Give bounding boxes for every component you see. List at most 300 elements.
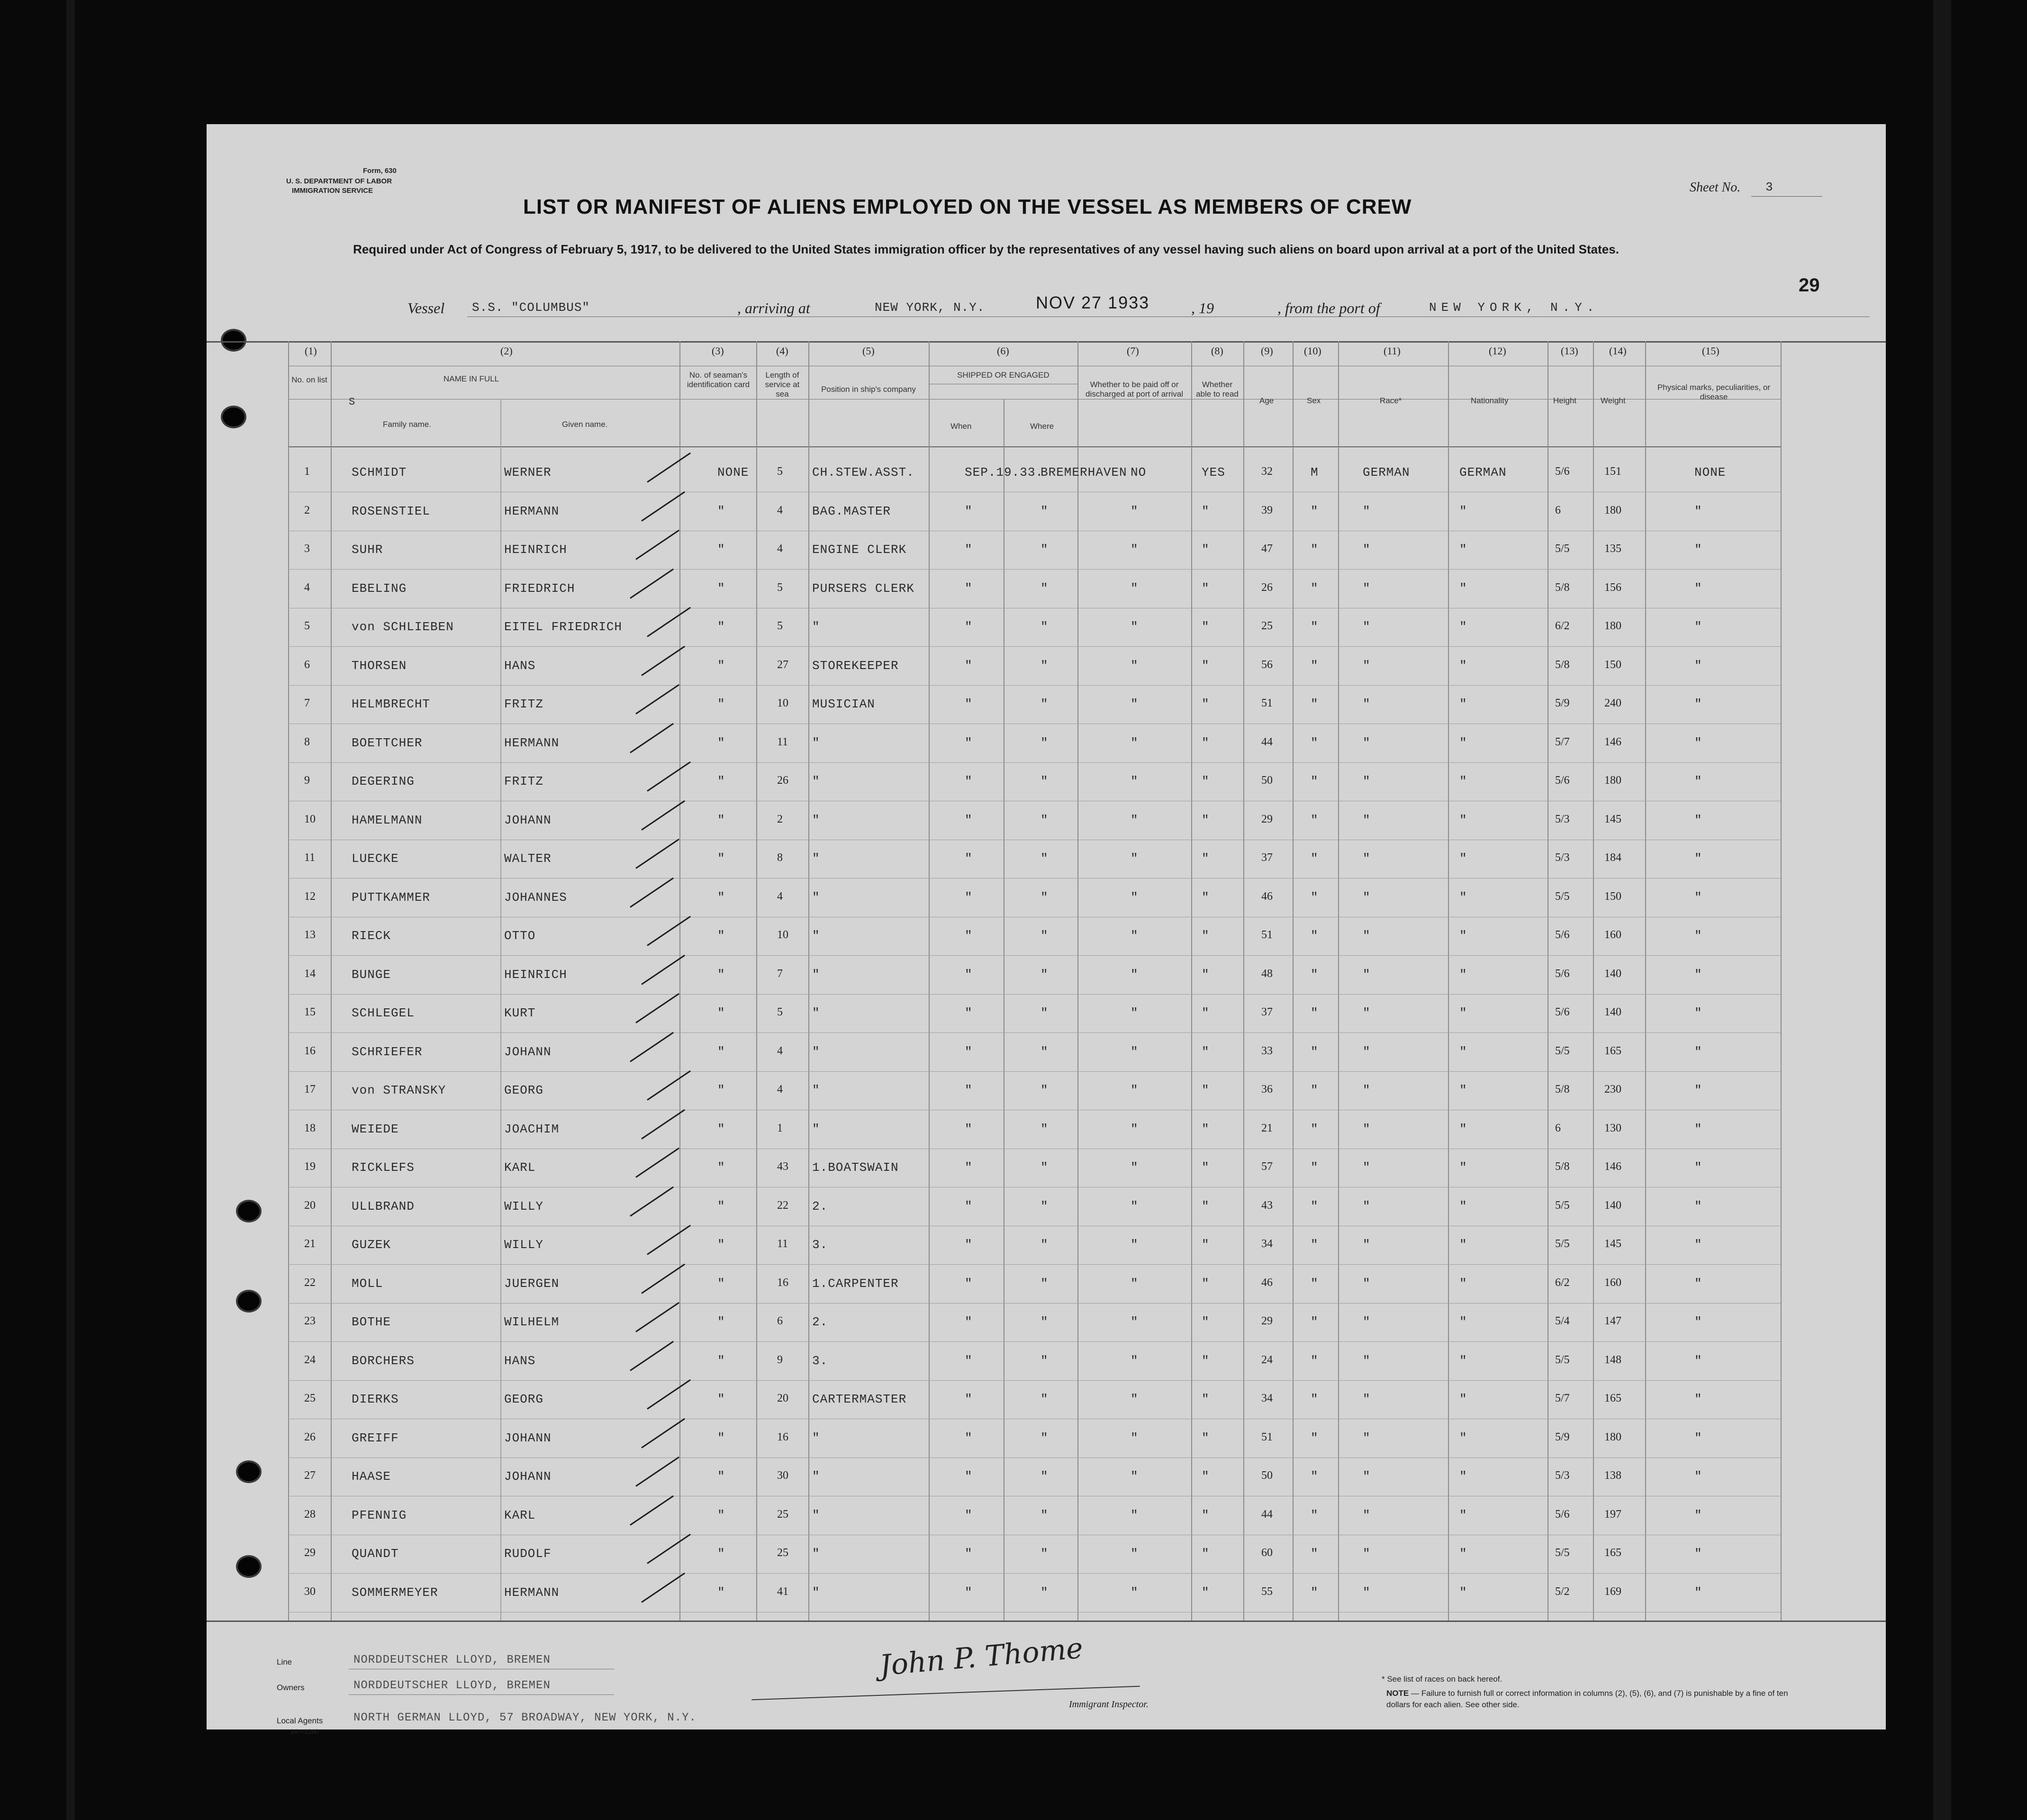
race: " — [1363, 813, 1371, 827]
race: " — [1363, 1392, 1371, 1406]
sex: " — [1311, 1315, 1319, 1329]
header-seaman-id: No. of seaman's identification card — [687, 371, 750, 389]
height: 5/5 — [1555, 890, 1570, 903]
service-length: 11 — [777, 735, 788, 748]
age: 44 — [1261, 735, 1273, 748]
seaman-card: " — [717, 581, 725, 596]
paid-off: " — [1131, 1238, 1139, 1252]
ship-position: 1.BOATSWAIN — [812, 1160, 899, 1175]
sex: " — [1311, 620, 1319, 634]
family-name: BOTHE — [352, 1315, 391, 1329]
family-name: RIECK — [352, 929, 391, 943]
weight: 140 — [1604, 1006, 1621, 1018]
sex: " — [1311, 1585, 1319, 1600]
height: 5/6 — [1555, 1006, 1570, 1018]
race: " — [1363, 1315, 1371, 1329]
age: 32 — [1261, 465, 1273, 478]
able-to-read: " — [1202, 1238, 1210, 1252]
paid-off: " — [1131, 1160, 1139, 1175]
engaged-where: " — [1041, 1392, 1049, 1406]
nationality: " — [1459, 581, 1467, 596]
inspector-signature: John P. Thome — [878, 1631, 1085, 1683]
able-to-read: " — [1202, 735, 1210, 750]
height: 5/3 — [1555, 813, 1570, 825]
service-length: 8 — [777, 851, 783, 864]
physical-marks: " — [1694, 1199, 1702, 1213]
nationality: " — [1459, 1469, 1467, 1484]
seaman-card: " — [717, 1122, 725, 1136]
paid-off: " — [1131, 890, 1139, 905]
check-mark-icon — [647, 761, 691, 792]
check-mark-icon — [635, 1457, 679, 1487]
sex: " — [1311, 967, 1319, 982]
height: 5/6 — [1555, 1508, 1570, 1521]
service-length: 4 — [777, 1044, 783, 1057]
row-number: 26 — [304, 1431, 316, 1443]
paid-off: " — [1131, 1199, 1139, 1213]
physical-marks: " — [1694, 1353, 1702, 1368]
age: 36 — [1261, 1083, 1273, 1096]
col-num: (2) — [500, 345, 513, 357]
sex: " — [1311, 1122, 1319, 1136]
check-mark-icon — [630, 1340, 674, 1371]
row-number: 20 — [304, 1199, 316, 1212]
col-num: (13) — [1561, 345, 1578, 357]
physical-marks: " — [1694, 1238, 1702, 1252]
age: 29 — [1261, 1315, 1273, 1327]
nationality: " — [1459, 1238, 1467, 1252]
nationality: " — [1459, 1547, 1467, 1561]
seaman-card: " — [717, 1469, 725, 1484]
col-num: (8) — [1211, 345, 1223, 357]
inspector-label: Immigrant Inspector. — [1069, 1699, 1149, 1710]
paid-off: " — [1131, 1392, 1139, 1406]
given-name: HANS — [504, 1353, 536, 1368]
engaged-when: " — [965, 581, 973, 596]
nationality: " — [1459, 774, 1467, 788]
paid-off: NO — [1131, 465, 1147, 480]
paid-off: " — [1131, 735, 1139, 750]
race: " — [1363, 890, 1371, 905]
family-name: WEIEDE — [352, 1122, 399, 1136]
seaman-card: " — [717, 1547, 725, 1561]
weight: 145 — [1604, 1238, 1621, 1250]
table-row — [207, 1227, 1886, 1266]
weight: 180 — [1604, 620, 1621, 632]
race: " — [1363, 1238, 1371, 1252]
page-number: 29 — [1799, 275, 1820, 296]
check-mark-icon — [647, 1379, 691, 1410]
able-to-read: " — [1202, 504, 1210, 518]
engaged-where: " — [1041, 658, 1049, 673]
race: " — [1363, 1122, 1371, 1136]
family-name: von STRANSKY — [352, 1083, 446, 1097]
engaged-where: " — [1041, 1006, 1049, 1020]
height: 5/8 — [1555, 658, 1570, 671]
seaman-card: " — [717, 1006, 725, 1020]
seaman-card: " — [717, 1083, 725, 1097]
row-number: 22 — [304, 1276, 316, 1289]
service-length: 30 — [777, 1469, 788, 1482]
weight: 145 — [1604, 813, 1621, 825]
engaged-where: " — [1041, 1315, 1049, 1329]
engaged-when: " — [965, 1083, 973, 1097]
family-name: LUECKE — [352, 851, 399, 866]
row-number: 28 — [304, 1508, 316, 1521]
family-name: SOMMERMEYER — [352, 1585, 438, 1600]
height: 5/8 — [1555, 1083, 1570, 1096]
service-length: 16 — [777, 1431, 788, 1443]
able-to-read: " — [1202, 543, 1210, 557]
family-name: PUTTKAMMER — [352, 890, 431, 905]
table-row — [207, 648, 1886, 687]
weight: 140 — [1604, 967, 1621, 980]
service-length: 5 — [777, 1006, 783, 1018]
family-name: DIERKS — [352, 1392, 399, 1406]
header-given-name: Given name. — [562, 420, 608, 429]
row-rule — [288, 646, 1781, 647]
able-to-read: " — [1202, 813, 1210, 827]
sex: " — [1311, 1431, 1319, 1445]
weight: 160 — [1604, 929, 1621, 941]
table-row — [207, 918, 1886, 957]
engaged-when: " — [965, 1353, 973, 1368]
header-weight: Weight — [1601, 396, 1626, 405]
col-num: (11) — [1384, 345, 1401, 357]
service-length: 9 — [777, 1353, 783, 1366]
race: " — [1363, 1585, 1371, 1600]
check-mark-icon — [630, 877, 674, 907]
manifest-sheet — [207, 124, 1886, 1735]
physical-marks: " — [1694, 504, 1702, 518]
given-name: FRITZ — [504, 774, 544, 788]
race: " — [1363, 1547, 1371, 1561]
seaman-card: " — [717, 1276, 725, 1291]
seaman-card: " — [717, 967, 725, 982]
given-name: HERMANN — [504, 1585, 560, 1600]
name-prefix: S — [349, 396, 356, 408]
header-where: Where — [1030, 422, 1054, 431]
physical-marks: " — [1694, 1585, 1702, 1600]
height: 5/5 — [1555, 1353, 1570, 1366]
table-row — [207, 1343, 1886, 1382]
engaged-where: " — [1041, 1083, 1049, 1097]
paid-off: " — [1131, 1276, 1139, 1291]
engaged-when: " — [965, 1122, 973, 1136]
race: " — [1363, 1353, 1371, 1368]
weight: 146 — [1604, 1160, 1621, 1173]
check-mark-icon — [641, 491, 685, 521]
paid-off: " — [1131, 1469, 1139, 1484]
page-subtitle: Required under Act of Congress of February 5, 1917, to be delivered to the United States immigration officer by the representatives of any vessel having such aliens on board upon arrival at a port of the United States. — [353, 242, 1619, 256]
from-label: , from the port of — [1277, 299, 1380, 317]
height: 5/5 — [1555, 1547, 1570, 1559]
ship-position: CARTERMASTER — [812, 1392, 907, 1406]
race: " — [1363, 1044, 1371, 1059]
service-length: 43 — [777, 1160, 788, 1173]
seaman-card: " — [717, 735, 725, 750]
family-name: RICKLEFS — [352, 1160, 415, 1175]
race: " — [1363, 1199, 1371, 1213]
engaged-when: " — [965, 1044, 973, 1059]
sex: " — [1311, 1508, 1319, 1522]
given-name: HEINRICH — [504, 543, 567, 557]
sex: " — [1311, 813, 1319, 827]
height: 5/6 — [1555, 774, 1570, 787]
race: " — [1363, 1083, 1371, 1097]
seaman-card: " — [717, 504, 725, 518]
age: 37 — [1261, 1006, 1273, 1018]
ship-position: " — [812, 813, 820, 827]
header-no-on-list: No. on list — [291, 375, 327, 384]
able-to-read: " — [1202, 890, 1210, 905]
physical-marks: " — [1694, 581, 1702, 596]
check-mark-icon — [635, 839, 679, 869]
row-number: 8 — [304, 735, 310, 748]
row-number: 2 — [304, 504, 310, 516]
able-to-read: " — [1202, 851, 1210, 866]
seaman-card: " — [717, 851, 725, 866]
header-shipped: SHIPPED OR ENGAGED — [957, 371, 1050, 380]
physical-marks: " — [1694, 890, 1702, 905]
family-name: von SCHLIEBEN — [352, 620, 454, 634]
seaman-card: " — [717, 1392, 725, 1406]
paid-off: " — [1131, 697, 1139, 711]
race: " — [1363, 658, 1371, 673]
given-name: HERMANN — [504, 735, 560, 750]
check-mark-icon — [630, 1032, 674, 1062]
given-name: KURT — [504, 1006, 536, 1020]
service-length: 7 — [777, 967, 783, 980]
nationality: " — [1459, 813, 1467, 827]
physical-marks: " — [1694, 851, 1702, 866]
table-row — [207, 532, 1886, 570]
check-mark-icon — [641, 954, 685, 985]
row-number: 16 — [304, 1044, 316, 1057]
weight: 240 — [1604, 697, 1621, 709]
header-race: Race* — [1380, 396, 1402, 405]
race: " — [1363, 967, 1371, 982]
service-length: 25 — [777, 1508, 788, 1521]
sex: " — [1311, 1083, 1319, 1097]
weight: 156 — [1604, 581, 1621, 594]
given-name: HANS — [504, 658, 536, 673]
given-name: KARL — [504, 1508, 536, 1522]
year-label: , 19 — [1191, 299, 1214, 317]
engaged-when: " — [965, 967, 973, 982]
age: 60 — [1261, 1547, 1273, 1559]
ship-position: STOREKEEPER — [812, 658, 899, 673]
physical-marks: " — [1694, 1431, 1702, 1445]
physical-marks: " — [1694, 543, 1702, 557]
engaged-where: " — [1041, 813, 1049, 827]
able-to-read: " — [1202, 1160, 1210, 1175]
table-row — [207, 609, 1886, 648]
sex: " — [1311, 1006, 1319, 1020]
physical-marks: " — [1694, 1315, 1702, 1329]
ship-position: " — [812, 1431, 820, 1445]
nationality: " — [1459, 890, 1467, 905]
nationality: " — [1459, 620, 1467, 634]
note-label: NOTE — [1386, 1689, 1409, 1698]
check-mark-icon — [641, 1418, 685, 1448]
row-rule — [288, 994, 1781, 995]
row-number: 5 — [304, 620, 310, 632]
ship-position: 3. — [812, 1353, 828, 1368]
family-name: THORSEN — [352, 658, 407, 673]
weight: 165 — [1604, 1392, 1621, 1404]
age: 37 — [1261, 851, 1273, 864]
weight: 169 — [1604, 1585, 1621, 1598]
family-name: HAMELMANN — [352, 813, 423, 827]
nationality: " — [1459, 1160, 1467, 1175]
weight: 135 — [1604, 543, 1621, 555]
row-rule — [288, 1264, 1781, 1265]
header-height: Height — [1553, 396, 1577, 405]
family-name: SUHR — [352, 543, 383, 557]
paid-off: " — [1131, 1547, 1139, 1561]
sex: " — [1311, 735, 1319, 750]
check-mark-icon — [635, 993, 679, 1023]
weight: 150 — [1604, 890, 1621, 903]
engaged-when: " — [965, 697, 973, 711]
able-to-read: " — [1202, 1469, 1210, 1484]
engaged-when: " — [965, 929, 973, 943]
header-paid-off: Whether to be paid off or discharged at port of arrival — [1086, 380, 1183, 398]
punch-hole — [221, 406, 246, 428]
header-when: When — [950, 422, 972, 431]
row-number: 14 — [304, 967, 316, 980]
age: 43 — [1261, 1199, 1273, 1212]
age: 21 — [1261, 1122, 1273, 1134]
weight: 146 — [1604, 735, 1621, 748]
header-name-in-full: NAME IN FULL — [443, 374, 499, 383]
able-to-read: " — [1202, 1083, 1210, 1097]
paid-off: " — [1131, 1508, 1139, 1522]
row-number: 15 — [304, 1006, 316, 1018]
able-to-read: " — [1202, 1006, 1210, 1020]
physical-marks: " — [1694, 1006, 1702, 1020]
engaged-where: " — [1041, 1508, 1049, 1522]
race: " — [1363, 504, 1371, 518]
engaged-when: " — [965, 504, 973, 518]
header-length-service: Length of service at sea — [765, 371, 800, 398]
ship-position: " — [812, 890, 820, 905]
weight: 180 — [1604, 504, 1621, 516]
sex: " — [1311, 697, 1319, 711]
given-name: WALTER — [504, 851, 552, 866]
given-name: RUDOLF — [504, 1547, 552, 1561]
physical-marks: " — [1694, 735, 1702, 750]
race: " — [1363, 851, 1371, 866]
physical-marks: " — [1694, 1469, 1702, 1484]
race: " — [1363, 929, 1371, 943]
able-to-read: " — [1202, 1431, 1210, 1445]
age: 24 — [1261, 1353, 1273, 1366]
physical-marks: " — [1694, 1547, 1702, 1561]
family-name: HELMBRECHT — [352, 697, 431, 711]
fine-note — [1386, 1688, 1803, 1711]
table-row — [207, 1382, 1886, 1420]
sex: " — [1311, 1469, 1319, 1484]
service-length: 10 — [777, 697, 788, 709]
row-number: 21 — [304, 1238, 316, 1250]
family-name: SCHLEGEL — [352, 1006, 415, 1020]
age: 55 — [1261, 1585, 1273, 1598]
sex: " — [1311, 1238, 1319, 1252]
height: 5/4 — [1555, 1315, 1570, 1327]
ship-position: PURSERS CLERK — [812, 581, 914, 596]
ship-position: CH.STEW.ASST. — [812, 465, 914, 480]
service-length: 4 — [777, 1083, 783, 1096]
age: 34 — [1261, 1238, 1273, 1250]
nationality: " — [1459, 851, 1467, 866]
physical-marks: " — [1694, 774, 1702, 788]
given-name: JOHANN — [504, 813, 552, 827]
seaman-card: " — [717, 697, 725, 711]
paid-off: " — [1131, 658, 1139, 673]
given-name: WILLY — [504, 1199, 544, 1213]
paid-off: " — [1131, 620, 1139, 634]
engaged-when: " — [965, 774, 973, 788]
engaged-when: " — [965, 1006, 973, 1020]
check-mark-icon — [647, 1070, 691, 1101]
nationality: " — [1459, 1315, 1467, 1329]
check-mark-icon — [641, 1572, 685, 1603]
engaged-when: " — [965, 658, 973, 673]
given-name: HEINRICH — [504, 967, 567, 982]
weight: 150 — [1604, 658, 1621, 671]
col-num: (5) — [862, 345, 875, 357]
film-edge — [66, 0, 75, 1820]
row-number: 6 — [304, 658, 310, 671]
ship-position: " — [812, 774, 820, 788]
punch-hole — [221, 329, 246, 352]
family-name: BORCHERS — [352, 1353, 415, 1368]
given-name: KARL — [504, 1160, 536, 1175]
row-number: 24 — [304, 1353, 316, 1366]
physical-marks: " — [1694, 813, 1702, 827]
row-rule — [288, 569, 1781, 570]
check-mark-icon — [630, 568, 674, 598]
height: 6 — [1555, 504, 1561, 516]
sex: " — [1311, 1276, 1319, 1291]
nationality: " — [1459, 1044, 1467, 1059]
paid-off: " — [1131, 813, 1139, 827]
race: " — [1363, 1276, 1371, 1291]
service-length: 5 — [777, 620, 783, 632]
table-row — [207, 803, 1886, 841]
table-row — [207, 1150, 1886, 1188]
engaged-when: " — [965, 1392, 973, 1406]
seaman-card: " — [717, 543, 725, 557]
engaged-when: " — [965, 1547, 973, 1561]
ship-position: " — [812, 1122, 820, 1136]
nationality: " — [1459, 504, 1467, 518]
height: 5/9 — [1555, 697, 1570, 709]
age: 47 — [1261, 543, 1273, 555]
engaged-where: " — [1041, 1276, 1049, 1291]
age: 39 — [1261, 504, 1273, 516]
height: 5/6 — [1555, 465, 1570, 478]
paid-off: " — [1131, 504, 1139, 518]
department-label: U. S. DEPARTMENT OF LABOR — [286, 177, 392, 185]
engaged-where: " — [1041, 851, 1049, 866]
race: " — [1363, 774, 1371, 788]
owners-label: Owners — [277, 1683, 305, 1692]
check-mark-icon — [635, 1302, 679, 1332]
check-mark-icon — [630, 723, 674, 753]
